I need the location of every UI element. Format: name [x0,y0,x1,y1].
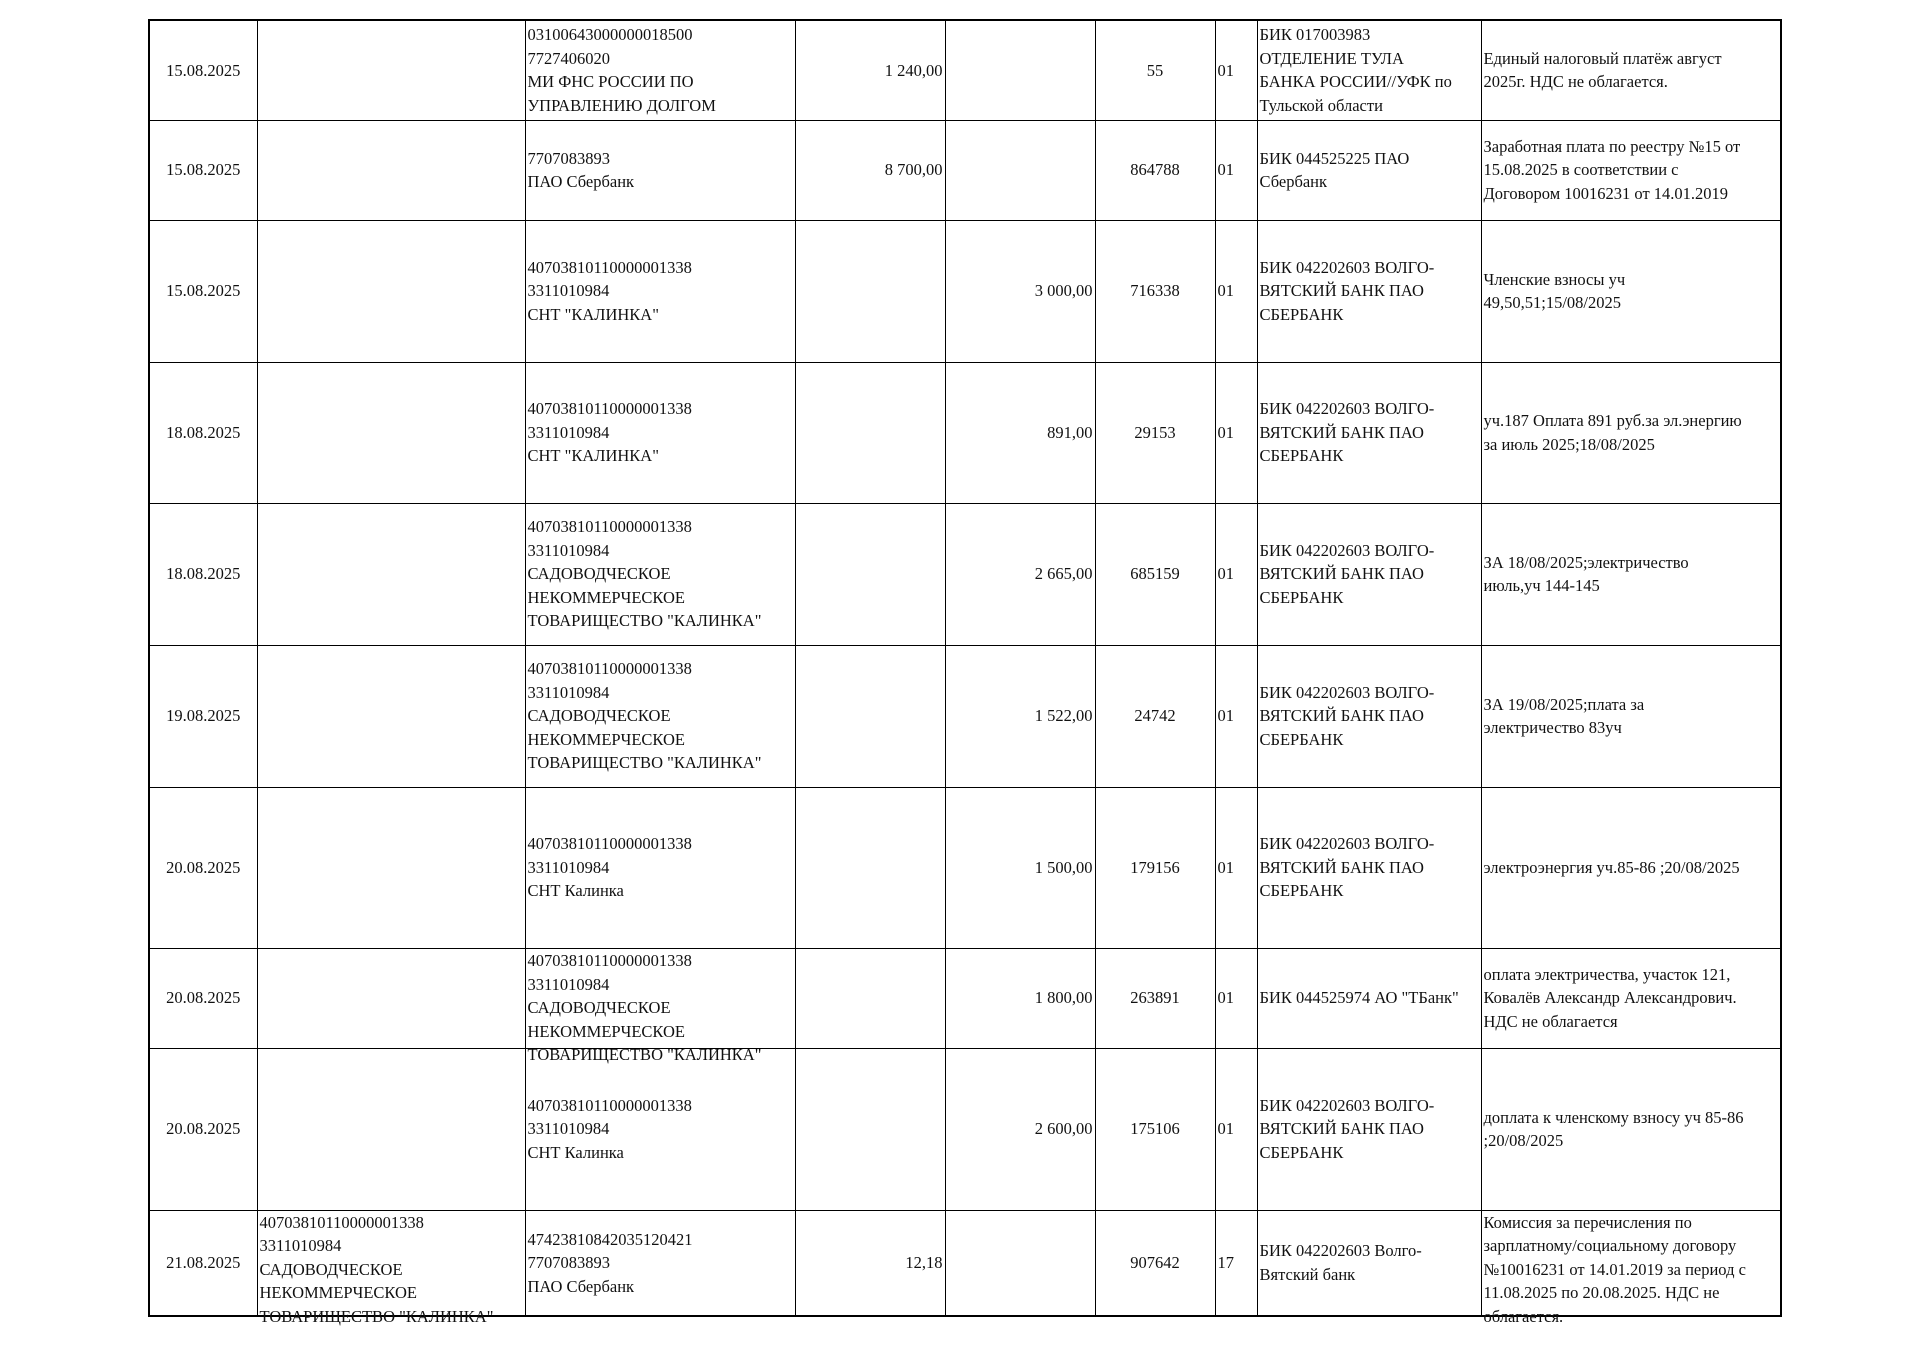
debit-cell [795,645,945,787]
credit-cell [945,120,1095,220]
date-cell: 15.08.2025 [149,220,257,362]
payer-cell [257,503,525,645]
counterparty-cell: 7707083893 ПАО Сбербанк [525,120,795,220]
operation-type-cell: 01 [1215,948,1257,1048]
payer-cell [257,645,525,787]
purpose-cell [1481,1210,1781,1326]
bank-cell: БИК 042202603 ВОЛГО- ВЯТСКИЙ БАНК ПАО СБЕРБАНК [1257,1048,1481,1210]
credit-cell: 1 500,00 [945,787,1095,948]
table-row [149,1048,1781,1210]
doc-number-cell: 685159 [1095,503,1215,645]
date-cell: 18.08.2025 [149,503,257,645]
debit-cell: 12,18 [795,1210,945,1316]
counterparty-cell: 40703810110000001338 3311010984 СНТ "КАЛИНКА" [525,362,795,503]
credit-cell: 3 000,00 [945,220,1095,362]
debit-cell [795,362,945,503]
date-cell: 15.08.2025 [149,20,257,120]
counterparty-text: 40703810110000001338 3311010984 САДОВОДЧЕСКОЕ НЕКОММЕРЧЕСКОЕ ТОВАРИЩЕСТВО "КАЛИНКА" [527,951,762,1064]
counterparty-cell: 40703810110000001338 3311010984 САДОВОДЧЕСКОЕ НЕКОММЕРЧЕСКОЕ ТОВАРИЩЕСТВО "КАЛИНКА" [525,503,795,645]
doc-number-cell: 24742 [1095,645,1215,787]
counterparty-cell: 47423810842035120421 7707083893 ПАО Сбербанк [525,1210,795,1316]
purpose-cell: ЗА 18/08/2025;электричество июль,уч 144-145 [1481,503,1781,645]
debit-cell: 1 240,00 [795,20,945,120]
doc-number-cell: 263891 [1095,948,1215,1048]
purpose-cell: Заработная плата по реестру №15 от 15.08.2025 в соответствии с Договором 10016231 от 14.01.2019 [1481,120,1781,220]
date-cell: 19.08.2025 [149,645,257,787]
doc-number-cell: 55 [1095,20,1215,120]
bank-cell: БИК 042202603 ВОЛГО- ВЯТСКИЙ БАНК ПАО СБЕРБАНК [1257,645,1481,787]
date-cell: 20.08.2025 [149,948,257,1048]
doc-number-cell: 864788 [1095,120,1215,220]
credit-cell: 2 665,00 [945,503,1095,645]
table-row [149,948,1781,1048]
payer-cell [257,1210,525,1326]
doc-number-cell: 716338 [1095,220,1215,362]
debit-cell [795,503,945,645]
bank-cell: БИК 044525225 ПАО Сбербанк [1257,120,1481,220]
table-row [149,120,1781,220]
bank-cell: БИК 042202603 ВОЛГО- ВЯТСКИЙ БАНК ПАО СБЕРБАНК [1257,503,1481,645]
counterparty-cell: 03100643000000018500 7727406020 МИ ФНС РОССИИ ПО УПРАВЛЕНИЮ ДОЛГОМ [525,20,795,120]
table-row [149,20,1781,120]
credit-cell [945,1210,1095,1316]
counterparty-cell: 40703810110000001338 3311010984 СНТ "КАЛИНКА" [525,220,795,362]
operation-type-cell: 17 [1215,1210,1257,1316]
counterparty-cell: 40703810110000001338 3311010984 САДОВОДЧЕСКОЕ НЕКОММЕРЧЕСКОЕ ТОВАРИЩЕСТВО "КАЛИНКА" [525,645,795,787]
bank-cell: БИК 042202603 ВОЛГО- ВЯТСКИЙ БАНК ПАО СБЕРБАНК [1257,220,1481,362]
doc-number-cell: 907642 [1095,1210,1215,1316]
operation-type-cell: 01 [1215,220,1257,362]
counterparty-cell: 40703810110000001338 3311010984 СНТ Калинка [525,787,795,948]
operation-type-cell: 01 [1215,20,1257,120]
purpose-cell: доплата к членскому взносу уч 85-86 ;20/08/2025 [1481,1048,1781,1210]
table-row [149,645,1781,787]
payer-cell [257,220,525,362]
credit-cell: 2 600,00 [945,1048,1095,1210]
table-row [149,1210,1781,1316]
purpose-cell: оплата электричества, участок 121, Ковалёв Александр Александрович. НДС не облагается [1481,948,1781,1048]
purpose-cell: ЗА 19/08/2025;плата за электричество 83уч [1481,645,1781,787]
doc-number-cell: 29153 [1095,362,1215,503]
payer-text: 40703810110000001338 3311010984 САДОВОДЧЕСКОЕ НЕКОММЕРЧЕСКОЕ ТОВАРИЩЕСТВО "КАЛИНКА" [259,1212,494,1326]
debit-cell: 8 700,00 [795,120,945,220]
operation-type-cell: 01 [1215,503,1257,645]
bank-cell: БИК 042202603 Волго- Вятский банк [1257,1210,1481,1316]
table-row [149,787,1781,948]
counterparty-cell [525,948,795,1064]
counterparty-cell: 40703810110000001338 3311010984 СНТ Калинка [525,1048,795,1210]
payer-cell [257,1048,525,1210]
operation-type-cell: 01 [1215,120,1257,220]
debit-cell [795,220,945,362]
table-row [149,503,1781,645]
credit-cell [945,20,1095,120]
credit-cell: 1 522,00 [945,645,1095,787]
date-cell: 20.08.2025 [149,1048,257,1210]
table-row [149,362,1781,503]
date-cell: 20.08.2025 [149,787,257,948]
operation-type-cell: 01 [1215,362,1257,503]
payer-cell [257,120,525,220]
credit-cell: 891,00 [945,362,1095,503]
bank-statement-table [148,19,1782,1326]
purpose-text: Комиссия за перечисления по зарплатному/социальному договору №10016231 от 14.01.2019 за период с 11.08.2025 по 20.08.2025. НДС не облагается. [1483,1212,1746,1326]
purpose-cell: электроэнергия уч.85-86 ;20/08/2025 [1481,787,1781,948]
doc-number-cell: 175106 [1095,1048,1215,1210]
bank-cell: БИК 017003983 ОТДЕЛЕНИЕ ТУЛА БАНКА РОССИИ//УФК по Тульской области [1257,20,1481,120]
debit-cell [795,787,945,948]
operation-type-cell: 01 [1215,1048,1257,1210]
bank-cell: БИК 044525974 АО "ТБанк" [1257,948,1481,1048]
purpose-cell: Единый налоговый платёж август 2025г. НДС не облагается. [1481,20,1781,120]
credit-cell: 1 800,00 [945,948,1095,1048]
debit-cell [795,1048,945,1210]
doc-number-cell: 179156 [1095,787,1215,948]
payer-cell [257,362,525,503]
date-cell: 21.08.2025 [149,1210,257,1316]
purpose-cell: уч.187 Оплата 891 руб.за эл.энергию за июль 2025;18/08/2025 [1481,362,1781,503]
operation-type-cell: 01 [1215,787,1257,948]
purpose-cell: Членские взносы уч 49,50,51;15/08/2025 [1481,220,1781,362]
bank-cell: БИК 042202603 ВОЛГО- ВЯТСКИЙ БАНК ПАО СБЕРБАНК [1257,787,1481,948]
payer-cell [257,948,525,1048]
table-row [149,220,1781,362]
payer-cell [257,787,525,948]
operation-type-cell: 01 [1215,645,1257,787]
payer-cell [257,20,525,120]
date-cell: 18.08.2025 [149,362,257,503]
date-cell: 15.08.2025 [149,120,257,220]
debit-cell [795,948,945,1048]
bank-cell: БИК 042202603 ВОЛГО- ВЯТСКИЙ БАНК ПАО СБЕРБАНК [1257,362,1481,503]
